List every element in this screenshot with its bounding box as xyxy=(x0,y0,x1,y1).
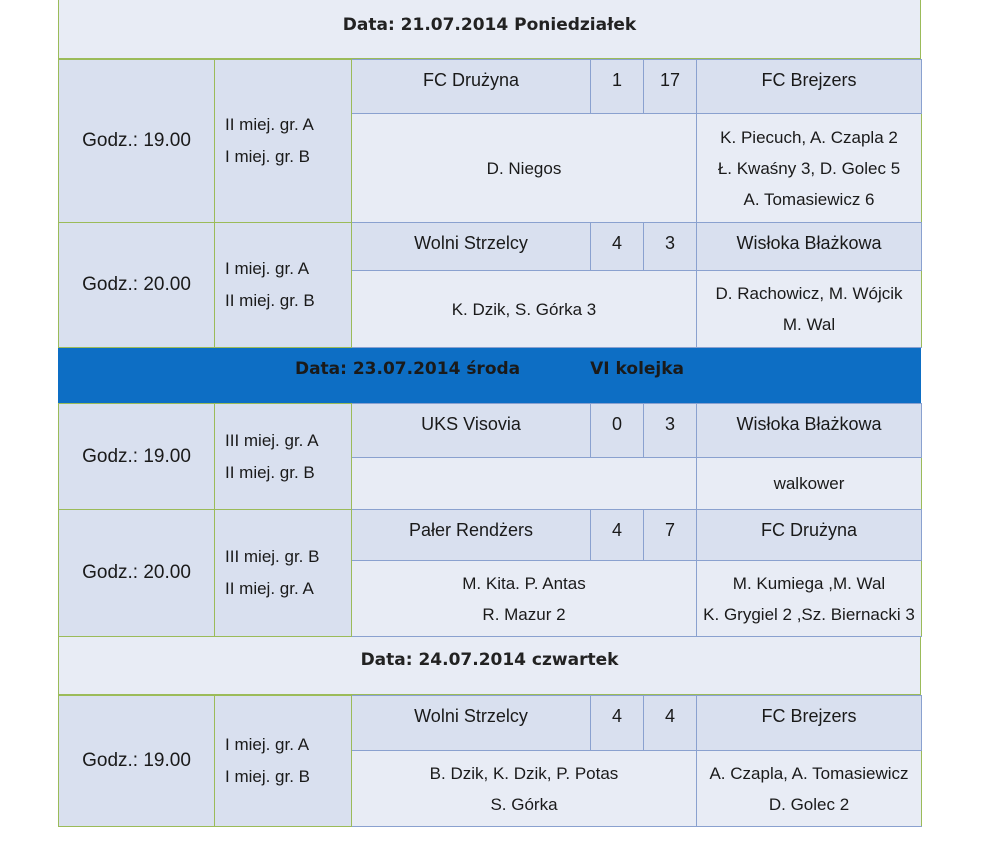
group-line-b: I miej. gr. B xyxy=(225,767,311,786)
match-time: Godz.: 19.00 xyxy=(59,404,215,510)
group-line-b: II miej. gr. A xyxy=(225,579,314,598)
group-info xyxy=(215,510,352,637)
home-team: Wolni Strzelcy xyxy=(352,696,591,751)
home-score: 4 xyxy=(591,510,644,561)
match-time: Godz.: 19.00 xyxy=(59,696,215,827)
away-score: 17 xyxy=(644,60,697,114)
away-scorers xyxy=(697,561,922,637)
match-row xyxy=(59,696,922,751)
home-scorers xyxy=(352,561,697,637)
date-header-text: Data: 21.07.2014 Poniedziałek xyxy=(342,15,637,35)
match-time: Godz.: 19.00 xyxy=(59,60,215,223)
scorer-line: A. Tomasiewicz 6 xyxy=(743,189,875,209)
scorer-line: Ł. Kwaśny 3, D. Golec 5 xyxy=(717,158,901,178)
home-score: 4 xyxy=(591,696,644,751)
home-scorers xyxy=(352,114,697,223)
group-line-b: I miej. gr. B xyxy=(225,147,311,166)
scorer-line: M. Kumiega ,M. Wal xyxy=(732,573,886,593)
home-scorers xyxy=(352,271,697,348)
group-line-b: II miej. gr. B xyxy=(225,291,315,310)
scorer-line: K. Dzik, S. Górka 3 xyxy=(451,299,597,319)
match-block xyxy=(58,403,922,637)
home-team: Wolni Strzelcy xyxy=(352,223,591,271)
group-info xyxy=(215,223,352,348)
scorer-line: D. Golec 2 xyxy=(768,794,850,814)
group-line-a: I miej. gr. A xyxy=(225,259,310,278)
away-score: 3 xyxy=(644,223,697,271)
away-team: Wisłoka Błażkowa xyxy=(697,223,922,271)
home-scorers xyxy=(352,458,697,510)
away-scorers xyxy=(697,751,922,827)
scorer-line: M. Wal xyxy=(782,315,836,334)
away-score: 7 xyxy=(644,510,697,561)
away-score: 3 xyxy=(644,404,697,458)
scorer-line: R. Mazur 2 xyxy=(482,604,566,624)
scorer-line: M. Kita. P. Antas xyxy=(462,573,586,593)
scorer-line: K. Piecuch, A. Czapla 2 xyxy=(720,127,898,147)
match-row xyxy=(59,404,922,458)
home-score: 0 xyxy=(591,404,644,458)
date-header-text: Data: 24.07.2014 czwartek xyxy=(360,650,619,670)
group-info xyxy=(215,696,352,827)
match-block xyxy=(58,59,922,348)
date-header xyxy=(58,348,921,403)
away-score: 4 xyxy=(644,696,697,751)
home-team: UKS Visovia xyxy=(352,404,591,458)
group-line-a: I miej. gr. A xyxy=(225,735,310,754)
away-team: FC Brejzers xyxy=(697,60,922,114)
away-scorers xyxy=(697,271,922,348)
away-scorers xyxy=(697,114,922,223)
match-time: Godz.: 20.00 xyxy=(59,223,215,348)
group-info xyxy=(215,404,352,510)
group-info xyxy=(215,60,352,223)
scorer-line: walkower xyxy=(773,474,845,493)
match-row xyxy=(59,60,922,114)
round-label: VI kolejka xyxy=(590,359,685,379)
home-score: 4 xyxy=(591,223,644,271)
match-block xyxy=(58,695,922,827)
match-row xyxy=(59,223,922,271)
home-scorers xyxy=(352,751,697,827)
home-team: Pałer Rendżers xyxy=(352,510,591,561)
scorer-line: D. Rachowicz, M. Wójcik xyxy=(715,284,903,303)
group-line-a: III miej. gr. B xyxy=(225,547,320,566)
scorer-line: A. Czapla, A. Tomasiewicz xyxy=(709,763,909,783)
scorer-line: S. Górka xyxy=(490,794,558,814)
away-team: FC Drużyna xyxy=(697,510,922,561)
scorer-line: K. Grygiel 2 ,Sz. Biernacki 3 xyxy=(703,604,915,624)
date-header xyxy=(58,0,921,59)
match-time: Godz.: 20.00 xyxy=(59,510,215,637)
date-header xyxy=(58,637,921,695)
home-team: FC Drużyna xyxy=(352,60,591,114)
away-scorers xyxy=(697,458,922,510)
scorer-line: D. Niegos xyxy=(486,158,562,178)
match-row xyxy=(59,510,922,561)
away-team: Wisłoka Błażkowa xyxy=(697,404,922,458)
group-line-b: II miej. gr. B xyxy=(225,462,315,482)
schedule-table xyxy=(58,0,921,827)
date-header-text: Data: 23.07.2014 środa xyxy=(294,359,521,379)
home-score: 1 xyxy=(591,60,644,114)
group-line-a: III miej. gr. A xyxy=(225,430,319,450)
scorer-line: B. Dzik, K. Dzik, P. Potas xyxy=(429,763,619,783)
away-team: FC Brejzers xyxy=(697,696,922,751)
group-line-a: II miej. gr. A xyxy=(225,115,314,134)
